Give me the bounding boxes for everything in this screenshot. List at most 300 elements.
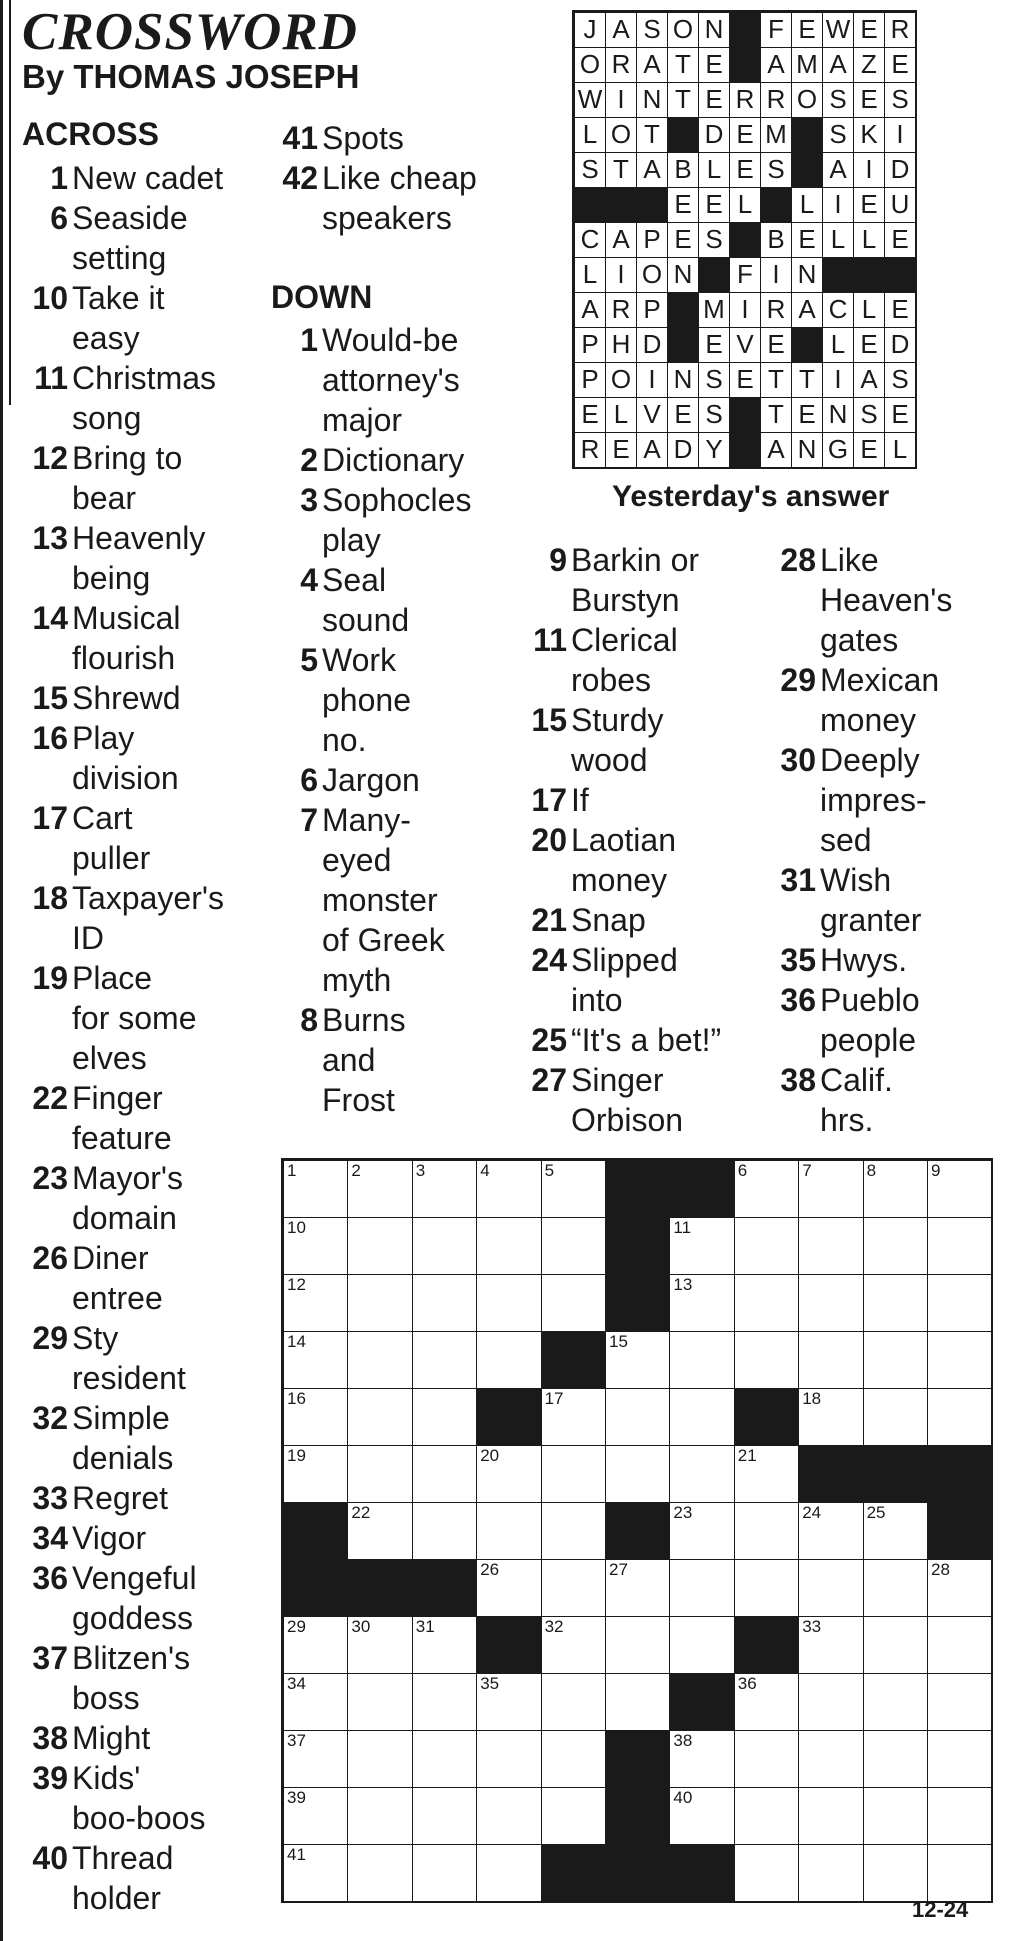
- grid-square[interactable]: [734, 1445, 799, 1503]
- answer-letter: O: [636, 257, 668, 293]
- grid-square[interactable]: [283, 1217, 348, 1275]
- grid-square[interactable]: [412, 1730, 477, 1788]
- grid-square[interactable]: [734, 1502, 799, 1560]
- grid-square[interactable]: [476, 1445, 541, 1503]
- black-square: [669, 1673, 734, 1731]
- answer-letter: L: [791, 187, 823, 223]
- grid-square[interactable]: [347, 1445, 412, 1503]
- grid-square[interactable]: [927, 1559, 992, 1617]
- answer-letter: E: [853, 12, 885, 48]
- grid-square[interactable]: [541, 1559, 606, 1617]
- clue-number: 40: [32, 1840, 68, 1876]
- grid-square[interactable]: [347, 1217, 412, 1275]
- answer-letter: A: [605, 222, 637, 258]
- clue-text: no.: [322, 722, 367, 758]
- black-square: [605, 1787, 670, 1845]
- answer-letter: E: [884, 397, 916, 433]
- grid-square[interactable]: [863, 1616, 928, 1674]
- clue-text: Work: [322, 642, 397, 678]
- answer-letter: E: [729, 117, 761, 153]
- black-square: [605, 1274, 670, 1332]
- grid-square[interactable]: [798, 1787, 863, 1845]
- grid-square[interactable]: [863, 1673, 928, 1731]
- clue-text: Snap: [571, 902, 646, 938]
- grid-square[interactable]: [798, 1160, 863, 1218]
- clue-text: sound: [322, 602, 410, 638]
- clue-text: phone: [322, 682, 411, 718]
- grid-square[interactable]: [412, 1160, 477, 1218]
- grid-square[interactable]: [283, 1160, 348, 1218]
- clue-text: Seaside: [72, 200, 188, 236]
- clue-number: 27: [531, 1062, 567, 1098]
- grid-square[interactable]: [541, 1673, 606, 1731]
- grid-square[interactable]: [476, 1160, 541, 1218]
- grid-square[interactable]: [927, 1160, 992, 1218]
- grid-square[interactable]: [541, 1502, 606, 1560]
- clue-number: 8: [300, 1002, 318, 1038]
- clue-number: 18: [32, 880, 68, 916]
- answer-black-square: [729, 12, 761, 48]
- answer-letter: E: [791, 12, 823, 48]
- square-number: 22: [351, 1503, 371, 1522]
- answer-letter: V: [636, 397, 668, 433]
- square-number: 24: [802, 1503, 822, 1522]
- grid-square[interactable]: [412, 1616, 477, 1674]
- clue-text: being: [72, 560, 151, 596]
- grid-square[interactable]: [798, 1730, 863, 1788]
- grid-square[interactable]: [927, 1217, 992, 1275]
- answer-letter: L: [729, 187, 761, 223]
- answer-letter: E: [729, 362, 761, 398]
- grid-square[interactable]: [283, 1274, 348, 1332]
- grid-square[interactable]: [927, 1730, 992, 1788]
- grid-square[interactable]: [347, 1787, 412, 1845]
- grid-square[interactable]: [605, 1445, 670, 1503]
- answer-letter: S: [574, 152, 606, 188]
- grid-square[interactable]: [347, 1274, 412, 1332]
- grid-square[interactable]: [476, 1502, 541, 1560]
- answer-letter: M: [760, 117, 792, 153]
- answer-letter: I: [822, 187, 854, 223]
- clue-number: 26: [32, 1240, 68, 1276]
- answer-letter: U: [884, 187, 916, 223]
- clue-text: Sophocles: [322, 482, 472, 518]
- answer-letter: I: [636, 362, 668, 398]
- grid-square[interactable]: [412, 1445, 477, 1503]
- clue-text: Bring to: [72, 440, 183, 476]
- grid-square[interactable]: [347, 1160, 412, 1218]
- black-square: [283, 1502, 348, 1560]
- grid-square[interactable]: [283, 1673, 348, 1731]
- clue-text: Hwys.: [820, 942, 908, 978]
- answer-letter: E: [605, 432, 637, 468]
- grid-square[interactable]: [283, 1844, 348, 1902]
- grid-square[interactable]: [669, 1616, 734, 1674]
- grid-square[interactable]: [863, 1844, 928, 1902]
- grid-square[interactable]: [798, 1559, 863, 1617]
- clue-number: 1: [50, 160, 68, 196]
- clue-text: puller: [72, 840, 151, 876]
- grid-square[interactable]: [734, 1730, 799, 1788]
- grid-square[interactable]: [863, 1331, 928, 1389]
- answer-black-square: [760, 187, 792, 223]
- grid-square[interactable]: [541, 1217, 606, 1275]
- grid-square[interactable]: [605, 1673, 670, 1731]
- clue-text: Sturdy: [571, 702, 664, 738]
- grid-square[interactable]: [476, 1331, 541, 1389]
- grid-square[interactable]: [734, 1559, 799, 1617]
- answer-letter: N: [667, 257, 699, 293]
- grid-square[interactable]: [927, 1844, 992, 1902]
- clue-number: 3: [300, 482, 318, 518]
- grid-square[interactable]: [863, 1502, 928, 1560]
- grid-square[interactable]: [476, 1274, 541, 1332]
- grid-square[interactable]: [283, 1388, 348, 1446]
- grid-square[interactable]: [927, 1274, 992, 1332]
- grid-square[interactable]: [476, 1787, 541, 1845]
- square-number: 41: [287, 1845, 306, 1864]
- grid-square[interactable]: [863, 1160, 928, 1218]
- answer-black-square: [729, 397, 761, 433]
- grid-square[interactable]: [798, 1331, 863, 1389]
- grid-square[interactable]: [734, 1160, 799, 1218]
- grid-square[interactable]: [734, 1217, 799, 1275]
- answer-letter: P: [574, 362, 606, 398]
- grid-square[interactable]: [734, 1274, 799, 1332]
- answer-black-square: [636, 187, 668, 223]
- clue-number: 38: [32, 1720, 68, 1756]
- answer-letter: D: [636, 327, 668, 363]
- grid-square[interactable]: [541, 1445, 606, 1503]
- clue-number: 15: [531, 702, 567, 738]
- grid-square[interactable]: [927, 1616, 992, 1674]
- answer-letter: E: [884, 47, 916, 83]
- grid-square[interactable]: [669, 1730, 734, 1788]
- square-number: 3: [415, 1161, 426, 1180]
- answer-letter: L: [605, 397, 637, 433]
- answer-letter: T: [667, 82, 699, 118]
- answer-letter: A: [605, 12, 637, 48]
- clue-text: boss: [72, 1680, 140, 1716]
- puzzle-grid: [281, 1158, 993, 1903]
- answer-black-square: [667, 327, 699, 363]
- answer-letter: L: [853, 222, 885, 258]
- answer-letter: J: [574, 12, 606, 48]
- square-number: 15: [609, 1332, 628, 1351]
- grid-square[interactable]: [669, 1445, 734, 1503]
- answer-letter: N: [636, 82, 668, 118]
- black-square: [412, 1559, 477, 1617]
- clue-text: Barkin or: [571, 542, 700, 578]
- clue-number: 22: [32, 1080, 68, 1116]
- clue-number: 11: [533, 622, 567, 658]
- grid-square[interactable]: [669, 1274, 734, 1332]
- grid-square[interactable]: [798, 1616, 863, 1674]
- answer-letter: K: [853, 117, 885, 153]
- clue-text: flourish: [72, 640, 176, 676]
- square-number: 9: [931, 1161, 941, 1180]
- clue-number: 31: [780, 862, 816, 898]
- clue-number: 35: [780, 942, 816, 978]
- clue-text: Many-: [322, 802, 411, 838]
- grid-square[interactable]: [283, 1445, 348, 1503]
- clue-text: Play: [72, 720, 135, 756]
- answer-black-square: [791, 117, 823, 153]
- clue-text: granter: [820, 902, 922, 938]
- clue-number: 42: [282, 160, 318, 196]
- answer-letter: E: [884, 222, 916, 258]
- square-number: 26: [480, 1560, 500, 1579]
- grid-square[interactable]: [541, 1730, 606, 1788]
- left-border-rule: [0, 0, 3, 1941]
- answer-letter: L: [884, 432, 916, 468]
- clue-text: domain: [72, 1200, 177, 1236]
- grid-square[interactable]: [734, 1787, 799, 1845]
- square-number: 6: [737, 1161, 748, 1180]
- grid-square[interactable]: [798, 1217, 863, 1275]
- grid-square[interactable]: [412, 1388, 477, 1446]
- grid-square[interactable]: [927, 1787, 992, 1845]
- clue-text: setting: [72, 240, 167, 276]
- answer-letter: E: [698, 47, 730, 83]
- square-number: 17: [544, 1389, 564, 1408]
- square-number: 27: [609, 1560, 628, 1579]
- clue-number: 6: [50, 200, 68, 236]
- grid-square[interactable]: [347, 1730, 412, 1788]
- clue-text: New cadet: [72, 160, 224, 196]
- clue-text: Burns: [322, 1002, 406, 1038]
- clue-number: 12: [32, 440, 68, 476]
- clue-number: 34: [32, 1520, 68, 1556]
- answer-letter: E: [791, 397, 823, 433]
- grid-square[interactable]: [283, 1331, 348, 1389]
- grid-square[interactable]: [863, 1730, 928, 1788]
- answer-letter: E: [853, 432, 885, 468]
- grid-square[interactable]: [669, 1388, 734, 1446]
- grid-square[interactable]: [541, 1616, 606, 1674]
- clue-text: into: [571, 982, 623, 1018]
- grid-square[interactable]: [605, 1331, 670, 1389]
- answer-black-square: [574, 187, 606, 223]
- grid-square[interactable]: [863, 1274, 928, 1332]
- grid-square[interactable]: [283, 1730, 348, 1788]
- clue-text: Laotian: [571, 822, 676, 858]
- clue-text: impres-: [820, 782, 927, 818]
- answer-letter: N: [667, 362, 699, 398]
- clue-text: Calif.: [820, 1062, 893, 1098]
- answer-letter: D: [667, 432, 699, 468]
- grid-square[interactable]: [863, 1388, 928, 1446]
- answer-letter: M: [698, 292, 730, 328]
- grid-square[interactable]: [669, 1502, 734, 1560]
- answer-black-square: [729, 432, 761, 468]
- answer-letter: A: [822, 152, 854, 188]
- black-square: [347, 1559, 412, 1617]
- grid-square[interactable]: [605, 1616, 670, 1674]
- clue-text: Vigor: [72, 1520, 147, 1556]
- square-number: 18: [802, 1389, 822, 1408]
- clue-number: 13: [32, 520, 68, 556]
- grid-square[interactable]: [476, 1844, 541, 1902]
- grid-square[interactable]: [605, 1559, 670, 1617]
- grid-square[interactable]: [347, 1331, 412, 1389]
- answer-letter: L: [853, 292, 885, 328]
- clue-text: Taxpayer's: [72, 880, 224, 916]
- grid-square[interactable]: [798, 1388, 863, 1446]
- grid-square[interactable]: [798, 1502, 863, 1560]
- grid-square[interactable]: [541, 1787, 606, 1845]
- black-square: [927, 1502, 992, 1560]
- answer-letter: L: [698, 152, 730, 188]
- grid-square[interactable]: [541, 1274, 606, 1332]
- answer-letter: R: [574, 432, 606, 468]
- clue-number: 30: [780, 742, 816, 778]
- answer-letter: V: [729, 327, 761, 363]
- grid-square[interactable]: [347, 1844, 412, 1902]
- clue-number: 23: [32, 1160, 68, 1196]
- answer-letter: R: [760, 292, 792, 328]
- clue-text: for some: [72, 1000, 197, 1036]
- answer-letter: O: [791, 82, 823, 118]
- grid-square[interactable]: [412, 1331, 477, 1389]
- answer-letter: E: [884, 292, 916, 328]
- square-number: 19: [287, 1446, 306, 1465]
- clue-text: “It's a bet!”: [571, 1022, 722, 1058]
- grid-square[interactable]: [476, 1217, 541, 1275]
- answer-letter: W: [574, 82, 606, 118]
- clue-text: Finger: [72, 1080, 163, 1116]
- clue-text: eyed: [322, 842, 392, 878]
- black-square: [927, 1445, 992, 1503]
- answer-letter: N: [698, 12, 730, 48]
- grid-square[interactable]: [798, 1673, 863, 1731]
- clue-number: 24: [531, 942, 567, 978]
- clue-text: Regret: [72, 1480, 169, 1516]
- clue-text: speakers: [322, 200, 452, 236]
- grid-square[interactable]: [412, 1787, 477, 1845]
- answer-letter: E: [574, 397, 606, 433]
- clue-number: 15: [32, 680, 68, 716]
- answer-letter: E: [853, 327, 885, 363]
- clue-text: feature: [72, 1120, 172, 1156]
- answer-letter: R: [760, 82, 792, 118]
- answer-black-square: [853, 257, 885, 293]
- yesterday-caption: Yesterday's answer: [612, 480, 890, 513]
- grid-square[interactable]: [283, 1787, 348, 1845]
- grid-square[interactable]: [669, 1331, 734, 1389]
- grid-square[interactable]: [283, 1616, 348, 1674]
- grid-square[interactable]: [412, 1502, 477, 1560]
- yesterday-answer-grid: [572, 10, 917, 469]
- clue-text: Slipped: [571, 942, 678, 978]
- grid-square[interactable]: [605, 1388, 670, 1446]
- clue-number: 7: [300, 802, 318, 838]
- clue-text: Kids': [72, 1760, 141, 1796]
- grid-square[interactable]: [927, 1388, 992, 1446]
- clue-text: play: [322, 522, 381, 558]
- grid-square[interactable]: [476, 1559, 541, 1617]
- answer-letter: E: [853, 187, 885, 223]
- answer-black-square: [667, 292, 699, 328]
- answer-letter: A: [760, 47, 792, 83]
- answer-letter: I: [729, 292, 761, 328]
- grid-square[interactable]: [734, 1331, 799, 1389]
- grid-square[interactable]: [412, 1673, 477, 1731]
- answer-letter: O: [667, 12, 699, 48]
- clue-text: Mexican: [820, 662, 940, 698]
- grid-square[interactable]: [412, 1217, 477, 1275]
- answer-letter: S: [884, 82, 916, 118]
- puzzle-title: CROSSWORD: [22, 3, 358, 61]
- square-number: 38: [673, 1731, 693, 1750]
- clue-number: 32: [32, 1400, 68, 1436]
- down-heading: DOWN: [271, 279, 373, 315]
- clue-text: myth: [322, 962, 392, 998]
- answer-letter: F: [760, 12, 792, 48]
- grid-square[interactable]: [412, 1844, 477, 1902]
- grid-square[interactable]: [669, 1787, 734, 1845]
- grid-square[interactable]: [347, 1502, 412, 1560]
- clue-text: and: [322, 1042, 376, 1078]
- square-number: 2: [351, 1161, 361, 1180]
- clue-text: Dictionary: [322, 442, 465, 478]
- square-number: 1: [287, 1161, 297, 1180]
- clue-text: Pueblo: [820, 982, 920, 1018]
- grid-square[interactable]: [347, 1616, 412, 1674]
- black-square: [605, 1160, 670, 1218]
- clue-text: Spots: [322, 120, 404, 156]
- answer-letter: A: [822, 47, 854, 83]
- grid-square[interactable]: [798, 1274, 863, 1332]
- clue-text: Clerical: [571, 622, 678, 658]
- grid-square[interactable]: [541, 1160, 606, 1218]
- grid-square[interactable]: [927, 1331, 992, 1389]
- grid-square[interactable]: [476, 1730, 541, 1788]
- grid-square[interactable]: [476, 1673, 541, 1731]
- clue-text: Like cheap: [322, 160, 477, 196]
- answer-letter: O: [605, 117, 637, 153]
- clue-text: Singer: [571, 1062, 664, 1098]
- grid-square[interactable]: [927, 1673, 992, 1731]
- answer-letter: S: [698, 362, 730, 398]
- grid-square[interactable]: [734, 1844, 799, 1902]
- grid-square[interactable]: [669, 1217, 734, 1275]
- square-number: 13: [673, 1275, 693, 1294]
- black-square: [476, 1388, 541, 1446]
- grid-square[interactable]: [798, 1844, 863, 1902]
- grid-square[interactable]: [669, 1559, 734, 1617]
- answer-letter: C: [822, 292, 854, 328]
- answer-letter: O: [605, 362, 637, 398]
- clue-text: bear: [72, 480, 137, 516]
- black-square: [541, 1331, 606, 1389]
- grid-square[interactable]: [347, 1388, 412, 1446]
- grid-square[interactable]: [863, 1787, 928, 1845]
- grid-square[interactable]: [347, 1673, 412, 1731]
- answer-letter: I: [884, 117, 916, 153]
- black-square: [605, 1730, 670, 1788]
- square-number: 21: [737, 1446, 757, 1465]
- grid-square[interactable]: [863, 1559, 928, 1617]
- grid-square[interactable]: [541, 1388, 606, 1446]
- clue-text: major: [322, 402, 403, 438]
- grid-square[interactable]: [412, 1274, 477, 1332]
- clue-text: Heavenly: [72, 520, 206, 556]
- clue-number: 39: [32, 1760, 68, 1796]
- clue-text: Blitzen's: [72, 1640, 191, 1676]
- grid-square[interactable]: [863, 1217, 928, 1275]
- grid-square[interactable]: [734, 1673, 799, 1731]
